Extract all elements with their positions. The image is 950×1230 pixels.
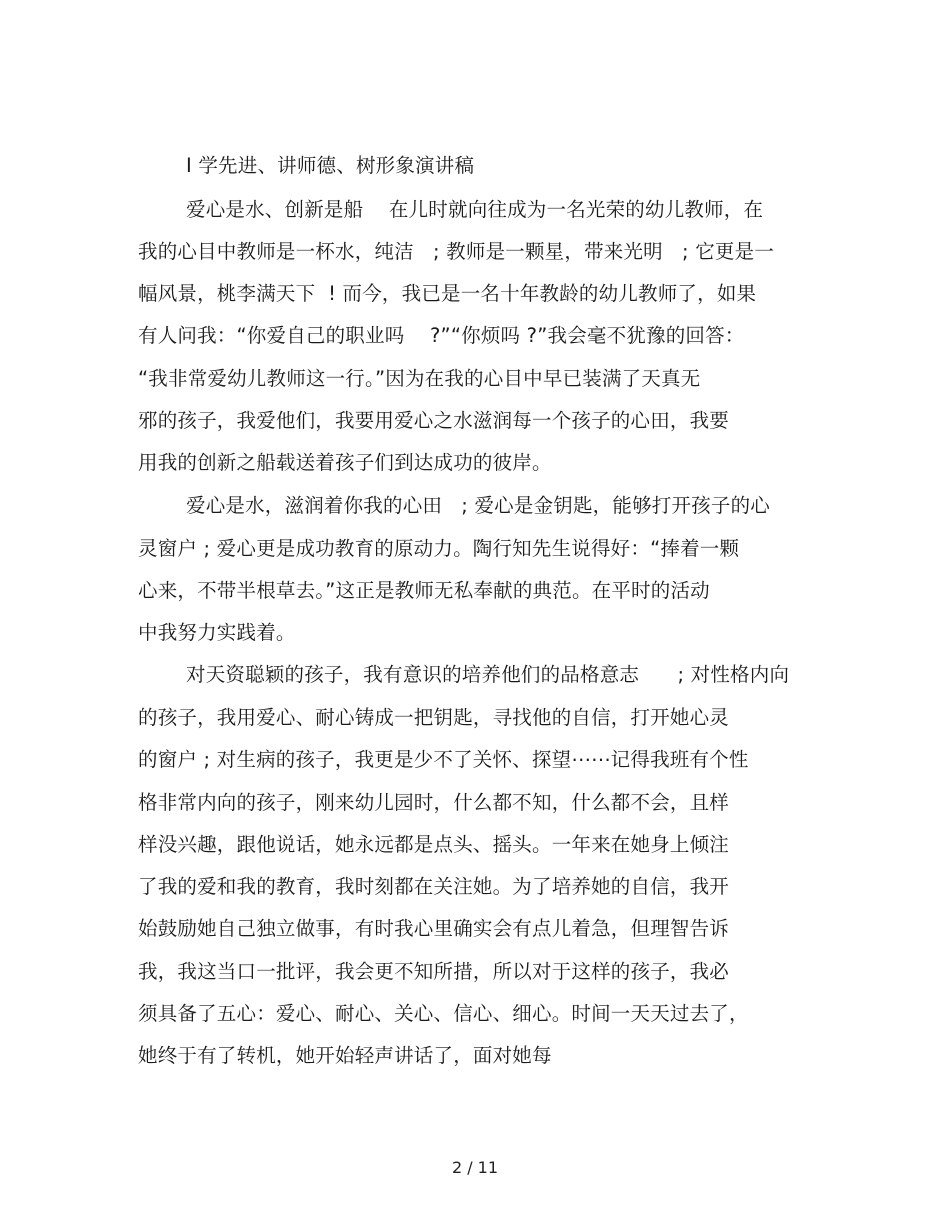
paragraph-line: 幅风景，桃李满天下 ! 而今，我已是一名十年教龄的幼儿教师了，如果 <box>138 282 757 305</box>
paragraph-line: 邪的孩子，我爱他们，我要用爱心之水滋润每一个孩子的心田，我要 <box>138 409 730 432</box>
paragraph-line: 始鼓励她自己独立做事，有时我心里确实会有点儿着急，但理智告诉 <box>138 917 730 940</box>
paragraph-line: “我非常爱幼儿教师这一行。”因为在我的心目中早已装满了天真无 <box>138 367 701 390</box>
paragraph-line: 爱心是水，滋润着你我的心田 ; 爱心是金钥匙，能够打开孩子的心 <box>186 494 770 517</box>
page-number: 2 / 11 <box>451 1158 499 1177</box>
paragraph-line: 了我的爱和我的教育，我时刻都在关注她。为了培养她的自信，我开 <box>138 875 730 898</box>
document-title: I 学先进、讲师德、树形象演讲稿 <box>186 154 475 177</box>
paragraph-line: 灵窗户 ; 爱心更是成功教育的原动力。陶行知先生说得好：“捧着一颗 <box>138 537 740 560</box>
paragraph-line: 我的心目中教师是一杯水，纯洁 ; 教师是一颗星，带来光明 ; 它更是一 <box>138 240 775 263</box>
paragraph-line: 须具备了五心：爱心、耐心、关心、信心、细心。时间一天天过去了， <box>138 1002 749 1025</box>
paragraph-line: 心来，不带半根草去。”这正是教师无私奉献的典范。在平时的活动 <box>138 579 710 602</box>
paragraph-line: 的窗户 ; 对生病的孩子，我更是少不了关怀、探望⋯⋯记得我班有个性 <box>138 748 749 771</box>
paragraph-line: 中我努力实践着。 <box>138 621 296 644</box>
paragraph-line: 格非常内向的孩子，刚来幼儿园时，什么都不知，什么都不会，且样 <box>138 791 730 814</box>
paragraph-line: 爱心是水、创新是船 在儿时就向往成为一名光荣的幼儿教师，在 <box>186 198 764 221</box>
paragraph-line: 样没兴趣，跟他说话，她永远都是点头、摇头。一年来在她身上倾注 <box>138 833 730 856</box>
paragraph-line: 用我的创新之船载送着孩子们到达成功的彼岸。 <box>138 451 552 474</box>
paragraph-line: 有人问我：“你爱自己的职业吗 ?”“你烦吗 ?”我会毫不犹豫的回答： <box>138 324 745 347</box>
paragraph-line: 对天资聪颖的孩子，我有意识的培养他们的品格意志 ; 对性格内向 <box>186 663 790 686</box>
paragraph-line: 我，我这当口一批评，我会更不知所措，所以对于这样的孩子，我必 <box>138 960 730 983</box>
paragraph-line: 的孩子，我用爱心、耐心铸成一把钥匙，寻找他的自信，打开她心灵 <box>138 706 730 729</box>
paragraph-line: 她终于有了转机，她开始轻声讲话了，面对她每 <box>138 1044 552 1067</box>
